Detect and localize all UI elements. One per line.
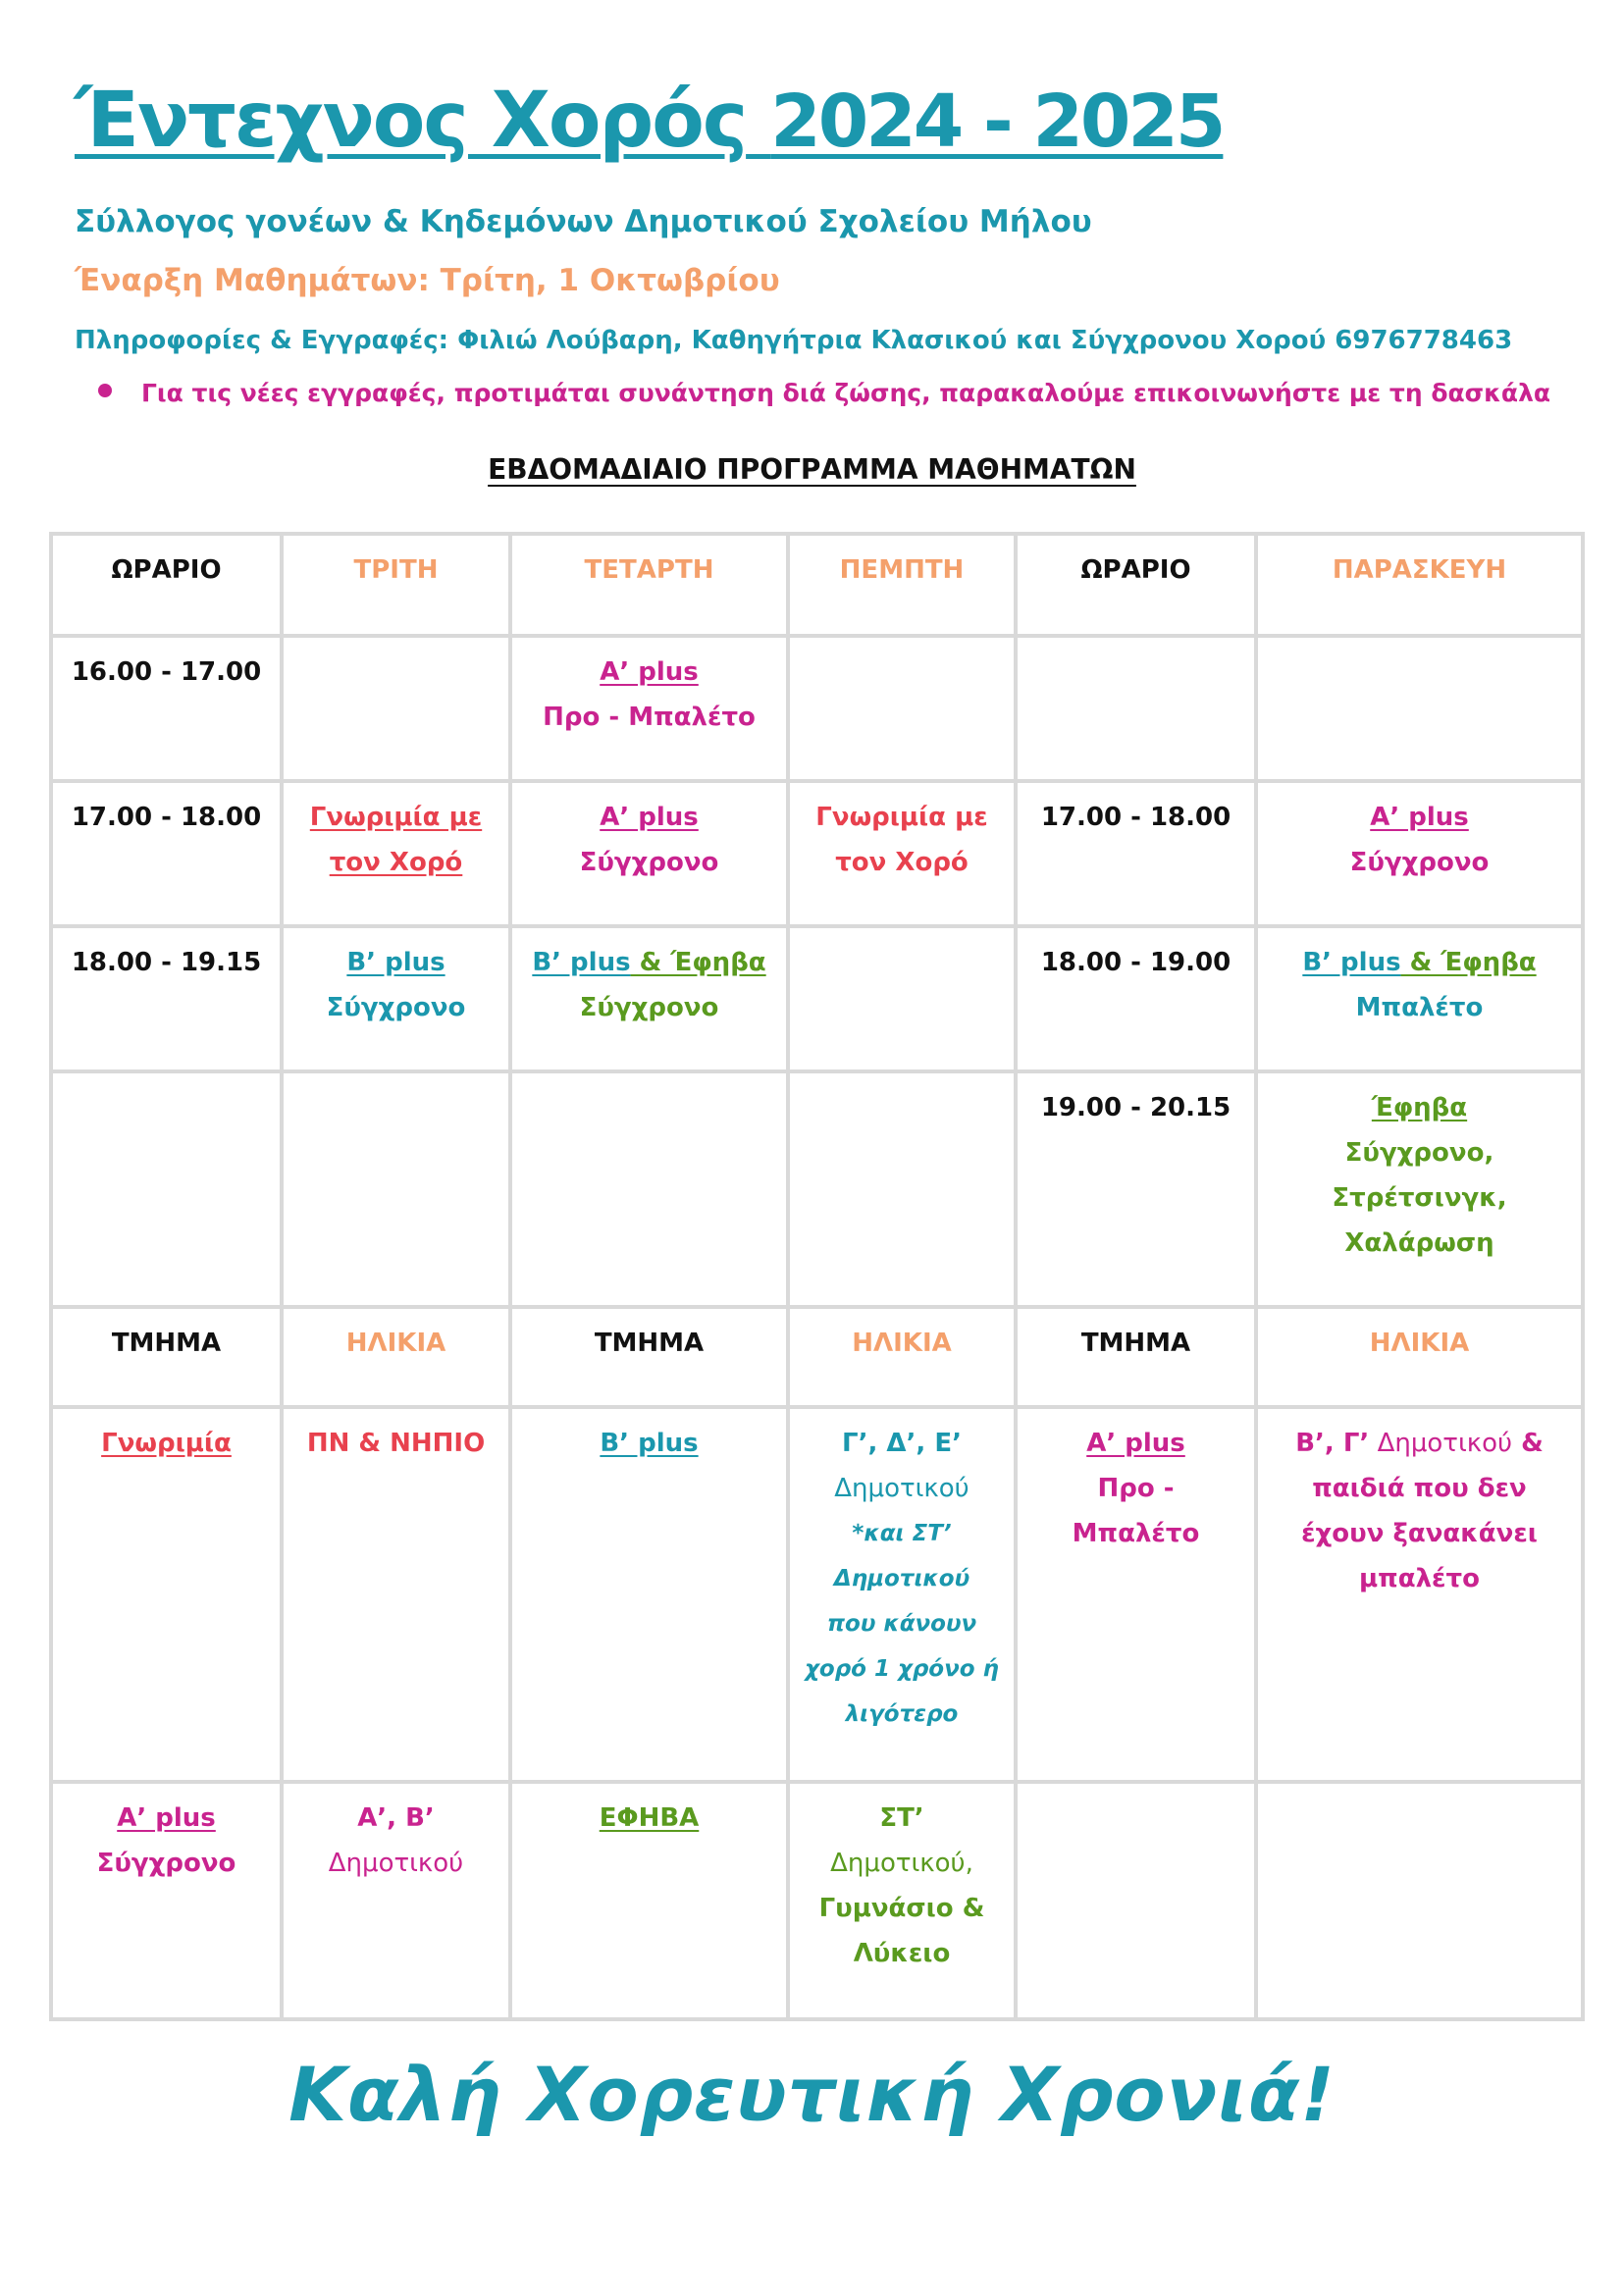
table-cell [510, 926, 788, 1071]
header-cell: ΤΜΗΜΑ [510, 1307, 788, 1407]
table-cell [282, 1071, 510, 1307]
class-style: Σύγχρονο [326, 993, 466, 1022]
table-cell [1256, 636, 1583, 781]
class-style: Μπαλέτο [1355, 993, 1484, 1022]
association-subtitle: Σύλλογος γονέων & Κηδεμόνων Δημοτικού Σχολείου Μήλου [75, 204, 1092, 239]
table-cell [1256, 1782, 1583, 2019]
class-name: Β’ plus [532, 948, 631, 977]
registration-note [98, 379, 1550, 407]
header-cell: ΠΑΡΑΣΚΕΥΗ [1256, 534, 1583, 636]
header-cell: ΠΕΜΠΤΗ [788, 534, 1016, 636]
header-cell: ΗΛΙΚΙΑ [282, 1307, 510, 1407]
age-note: που κάνουν [826, 1611, 977, 1637]
class-name: & Έφηβα [1400, 948, 1537, 977]
class-style: Σύγχρονο, [1344, 1138, 1494, 1168]
group-name: Γνωριμία [101, 1429, 232, 1458]
title-main: Έντεχνος Χορός [75, 77, 747, 165]
class-style: Σύγχρονο [579, 993, 719, 1022]
table-cell [510, 636, 788, 781]
time-cell: 17.00 - 18.00 [1016, 781, 1256, 926]
group-name: Σύγχρονο [96, 1849, 236, 1878]
age-group: έχουν ξανακάνει [1301, 1519, 1538, 1548]
table-cell [510, 1407, 788, 1782]
group-name: Μπαλέτο [1072, 1519, 1200, 1548]
age-group: Γ’, Δ’, Ε’ [842, 1429, 962, 1458]
table-cell [1256, 926, 1583, 1071]
table-cell [282, 636, 510, 781]
class-name: Α’ plus [600, 803, 699, 832]
header-cell: ΤΜΗΜΑ [1016, 1307, 1256, 1407]
group-name: Προ - [1097, 1474, 1175, 1503]
class-name: Β’ plus [346, 948, 445, 977]
table-cell [1016, 1407, 1256, 1782]
age-group: Δημοτικού, [830, 1849, 973, 1878]
group-name: ΕΦΗΒΑ [599, 1803, 700, 1833]
table-cell [788, 1407, 1016, 1782]
class-style: Προ - Μπαλέτο [543, 703, 756, 732]
title-years: 2024 - 2025 [770, 79, 1224, 164]
bullet-dot-icon [98, 384, 112, 397]
time-cell: 18.00 - 19.00 [1016, 926, 1256, 1071]
header-cell: ΩΡΑΡΙΟ [1016, 534, 1256, 636]
age-note: *και ΣΤ’ [852, 1521, 952, 1546]
class-name: Γνωριμία με [309, 803, 483, 832]
header-cell: ΗΛΙΚΙΑ [1256, 1307, 1583, 1407]
age-group: Δημοτικού [1369, 1429, 1513, 1458]
table-cell [1016, 1782, 1256, 2019]
class-style: Σύγχρονο [579, 848, 719, 877]
class-name: Α’ plus [600, 657, 699, 687]
age-group: & [1512, 1429, 1544, 1458]
class-style: Χαλάρωση [1344, 1228, 1494, 1258]
table-cell [1256, 1071, 1583, 1307]
age-group: Β’, Γ’ [1295, 1429, 1370, 1458]
group-name: Α’ plus [1086, 1429, 1185, 1458]
class-name: Έφηβα [1371, 1093, 1468, 1122]
table-cell [282, 1782, 510, 2019]
time-cell: 17.00 - 18.00 [51, 781, 282, 926]
page-title [75, 77, 1223, 165]
table-cell [788, 1071, 1016, 1307]
table-cell [510, 1071, 788, 1307]
time-cell: 18.00 - 19.15 [51, 926, 282, 1071]
age-note: χορό 1 χρόνο ή [805, 1656, 999, 1682]
table-cell [788, 926, 1016, 1071]
table-header-row [51, 1307, 1583, 1407]
table-row [51, 926, 1583, 1071]
time-cell: 19.00 - 20.15 [1016, 1071, 1256, 1307]
table-cell [788, 1782, 1016, 2019]
table-header-row [51, 534, 1583, 636]
table-cell [1256, 1407, 1583, 1782]
class-name: τον Χορό [329, 848, 463, 877]
age-group: παιδιά που δεν [1312, 1474, 1527, 1503]
header-cell: ΗΛΙΚΙΑ [788, 1307, 1016, 1407]
class-name: Β’ plus [1302, 948, 1401, 977]
table-row [51, 636, 1583, 781]
class-name: τον Χορό [835, 848, 969, 877]
table-cell [282, 1407, 510, 1782]
table-row [51, 781, 1583, 926]
time-cell: 16.00 - 17.00 [51, 636, 282, 781]
header-cell: ΤΜΗΜΑ [51, 1307, 282, 1407]
table-row [51, 1407, 1583, 1782]
footer-greeting: Καλή Χορευτική Χρονιά! [288, 2051, 1336, 2138]
schedule-heading: ΕΒΔΟΜΑΔΙΑΙΟ ΠΡΟΓΡΑΜΜΑ ΜΑΘΗΜΑΤΩΝ [488, 453, 1136, 486]
table-cell [51, 1071, 282, 1307]
header-cell: ΤΡΙΤΗ [282, 534, 510, 636]
age-group: Α’, Β’ [357, 1803, 435, 1833]
age-group: Δημοτικού [328, 1849, 464, 1878]
table-cell [51, 1407, 282, 1782]
class-name: Α’ plus [1370, 803, 1469, 832]
table-cell [788, 636, 1016, 781]
table-cell [1256, 781, 1583, 926]
class-style: Στρέτσινγκ, [1332, 1183, 1507, 1213]
class-style: Σύγχρονο [1349, 848, 1490, 877]
contact-info: Πληροφορίες & Εγγραφές: Φιλιώ Λούβαρη, Καθηγήτρια Κλασικού και Σύγχρονου Χορού 6976778463 [75, 326, 1513, 355]
start-date: Έναρξη Μαθημάτων: Τρίτη, 1 Οκτωβρίου [75, 263, 780, 298]
group-name: Α’ plus [117, 1803, 216, 1833]
class-name: Γνωριμία με [815, 803, 988, 832]
registration-note-text: Για τις νέες εγγραφές, προτιμάται συνάντηση διά ζώσης, παρακαλούμε επικοινωνήστε με τη δασκάλα [141, 379, 1551, 407]
age-group: Γυμνάσιο & [818, 1894, 985, 1923]
table-cell [788, 781, 1016, 926]
schedule-table [49, 532, 1585, 2021]
header-cell: ΩΡΑΡΙΟ [51, 534, 282, 636]
table-cell [510, 1782, 788, 2019]
table-row [51, 1782, 1583, 2019]
age-group: ΣΤ’ [879, 1803, 924, 1833]
group-name: Β’ plus [600, 1429, 699, 1458]
header-cell: ΤΕΤΑΡΤΗ [510, 534, 788, 636]
age-note: Δημοτικού [833, 1566, 970, 1591]
age-group: μπαλέτο [1359, 1564, 1480, 1593]
class-name: & Έφηβα [630, 948, 766, 977]
table-cell [282, 781, 510, 926]
age-group: ΠΝ & ΝΗΠΙΟ [306, 1429, 486, 1458]
age-note: λιγότερο [845, 1701, 959, 1727]
age-group: Λύκειο [853, 1939, 951, 1968]
table-cell [51, 1782, 282, 2019]
table-cell [1016, 636, 1256, 781]
table-cell [282, 926, 510, 1071]
table-row [51, 1071, 1583, 1307]
table-cell [510, 781, 788, 926]
age-group: Δημοτικού [834, 1474, 969, 1503]
